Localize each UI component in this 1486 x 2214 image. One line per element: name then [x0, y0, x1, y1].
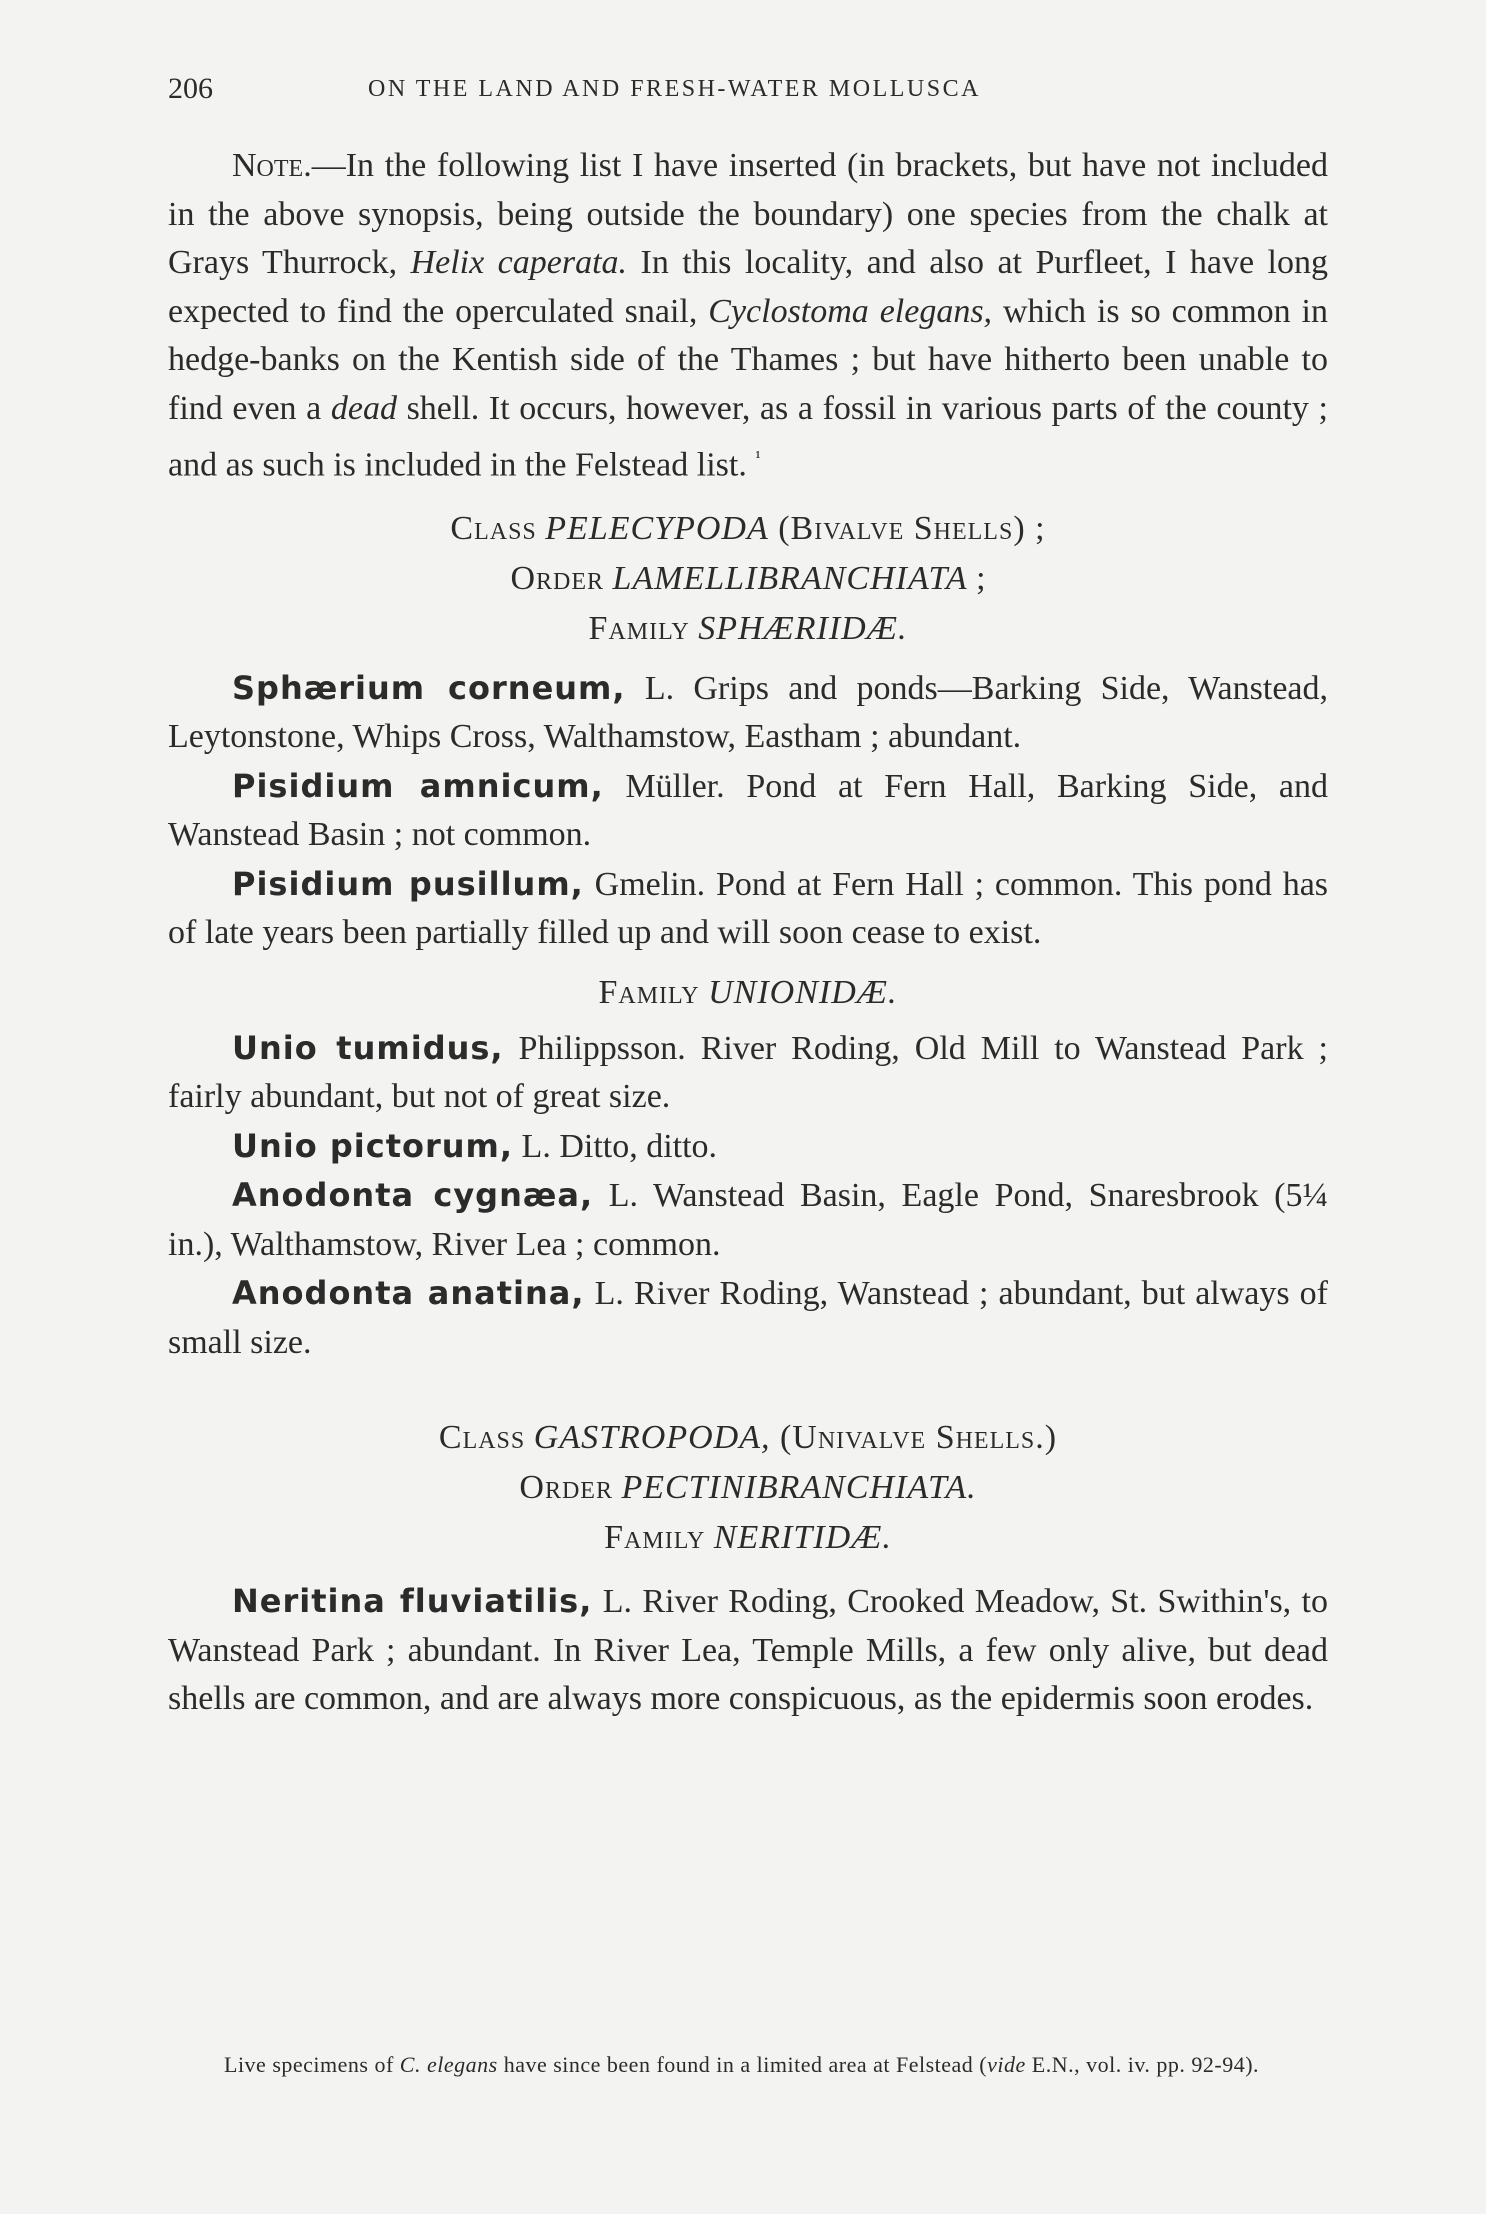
note-text-3: which is so common in hedge-banks on the Kentish side of the Thames ; but have hitherto been unable to find even a	[168, 292, 1328, 427]
note-text-1: —In the following list I have inserted (in brackets, but have not included in the above synopsis, being outside the boundary) one species from the chalk at Grays Thurrock,	[168, 147, 1328, 281]
order-heading-1	[168, 554, 1328, 604]
species-text: L. Grips and ponds—Barking Side, Wanstead, Leytonstone, Whips Cross, Walthamstow, Eastham ; abundant.	[168, 669, 1329, 756]
entries-sphaeriidae	[168, 664, 1328, 958]
footnote-species: C. elegans	[399, 2052, 498, 2077]
note-lead: Note.	[232, 147, 312, 184]
species-text: L. Ditto, ditto.	[513, 1127, 718, 1165]
species-entry	[168, 1122, 1328, 1172]
family-name-3: NERITIDÆ.	[713, 1519, 892, 1557]
section-gastropoda	[168, 1413, 1328, 1563]
order-name-2: PECTINIBRANCHIATA.	[621, 1469, 977, 1507]
note-species-1: Helix caperata.	[410, 244, 628, 281]
family-name-1: SPHÆRIIDÆ.	[698, 609, 908, 647]
class-word-2: Class	[438, 1419, 526, 1457]
family-word-3: Family	[604, 1519, 706, 1557]
class-note-1: (Bivalve Shells) ;	[768, 509, 1046, 547]
class-heading-2	[168, 1413, 1328, 1463]
footnote	[168, 2050, 1328, 2080]
species-name: Unio tumidus,	[232, 1028, 504, 1067]
note-dead: dead	[330, 389, 397, 427]
order-name-1: LAMELLIBRANCHIATA	[612, 559, 968, 597]
species-name: Neritina fluviatilis,	[232, 1582, 593, 1621]
species-name: Sphærium corneum,	[232, 668, 626, 707]
order-word-1: Order	[510, 559, 604, 597]
species-text: L. Wanstead Basin, Eagle Pond, Snaresbrook (5¼ in.), Walthamstow, River Lea ; common.	[168, 1177, 1329, 1263]
note-paragraph	[168, 142, 1328, 490]
entries-unionidae	[168, 1024, 1328, 1368]
class-word-1: Class	[450, 509, 537, 547]
running-title: ON THE LAND AND FRESH-WATER MOLLUSCA	[368, 76, 981, 102]
footnote-text-3: E.N., vol. iv. pp. 92-94).	[1025, 2052, 1260, 2077]
entries-neritidae	[168, 1577, 1328, 1724]
species-entry	[168, 1171, 1328, 1269]
family-name-2: UNIONIDÆ.	[708, 973, 898, 1011]
class-name-1: PELECYPODA	[545, 509, 769, 547]
order-word-2: Order	[519, 1469, 613, 1507]
species-text: Gmelin. Pond at Fern Hall ; common. This pond has of late years been partially filled up and will soon cease to exist.	[168, 865, 1329, 952]
species-text: L. River Roding, Wanstead ; abundant, but always of small size.	[168, 1275, 1329, 1361]
family-heading-1	[168, 604, 1328, 654]
order-end-1: ;	[967, 559, 986, 597]
species-name: Unio pictorum,	[232, 1126, 514, 1165]
class-name-2: GASTROPODA,	[533, 1419, 771, 1457]
running-head	[168, 60, 1328, 120]
note-species-2: Cyclostoma elegans,	[708, 292, 993, 330]
class-heading-1	[168, 504, 1328, 554]
species-entry	[168, 1269, 1328, 1367]
family-word-1: Family	[588, 609, 690, 647]
section-pelecypoda	[168, 504, 1328, 654]
page	[168, 60, 1328, 1724]
species-name: Pisidium pusillum,	[232, 864, 584, 903]
species-name: Anodonta anatina,	[232, 1274, 585, 1313]
footnote-text	[168, 2050, 1328, 2080]
species-entry	[168, 1577, 1328, 1724]
footnote-text-1: Live specimens of	[224, 2052, 400, 2077]
species-entry	[168, 664, 1328, 762]
species-text: Müller. Pond at Fern Hall, Barking Side, and Wanstead Basin ; not common.	[168, 767, 1328, 854]
page-number: 206	[168, 72, 213, 105]
footnote-text-2: have since been found in a limited area at Felstead (	[497, 2052, 988, 2077]
order-heading-2	[168, 1463, 1328, 1513]
footnote-marker: ¹	[755, 447, 761, 467]
species-text: L. River Roding, Crooked Meadow, St. Swithin's, to Wanstead Park ; abundant. In River Lea, Temple Mills, a few only alive, but dead shells are common, and are always more conspicuous, as the epidermis soon erodes.	[168, 1583, 1328, 1718]
species-entry	[168, 860, 1328, 958]
species-entry	[168, 762, 1328, 860]
note-text-4: shell. It occurs, however, as a fossil in various parts of the county ; and as such is included in the Felstead list.	[168, 389, 1328, 484]
family-heading-3	[168, 1513, 1328, 1563]
family-word-2: Family	[598, 973, 700, 1011]
species-name: Pisidium amnicum,	[232, 766, 604, 805]
footnote-vide: vide	[987, 2052, 1026, 2077]
species-name: Anodonta cygnæa,	[232, 1176, 594, 1215]
species-text: Philippsson. River Roding, Old Mill to Wanstead Park ; fairly abundant, but not of great size.	[168, 1029, 1328, 1116]
note-text-2: In this locality, and also at Purfleet, I have long expected to find the operculated snail,	[168, 244, 1328, 330]
class-note-2: (Univalve Shells.)	[770, 1419, 1058, 1457]
species-entry	[168, 1024, 1328, 1122]
family-heading-2	[168, 968, 1328, 1018]
